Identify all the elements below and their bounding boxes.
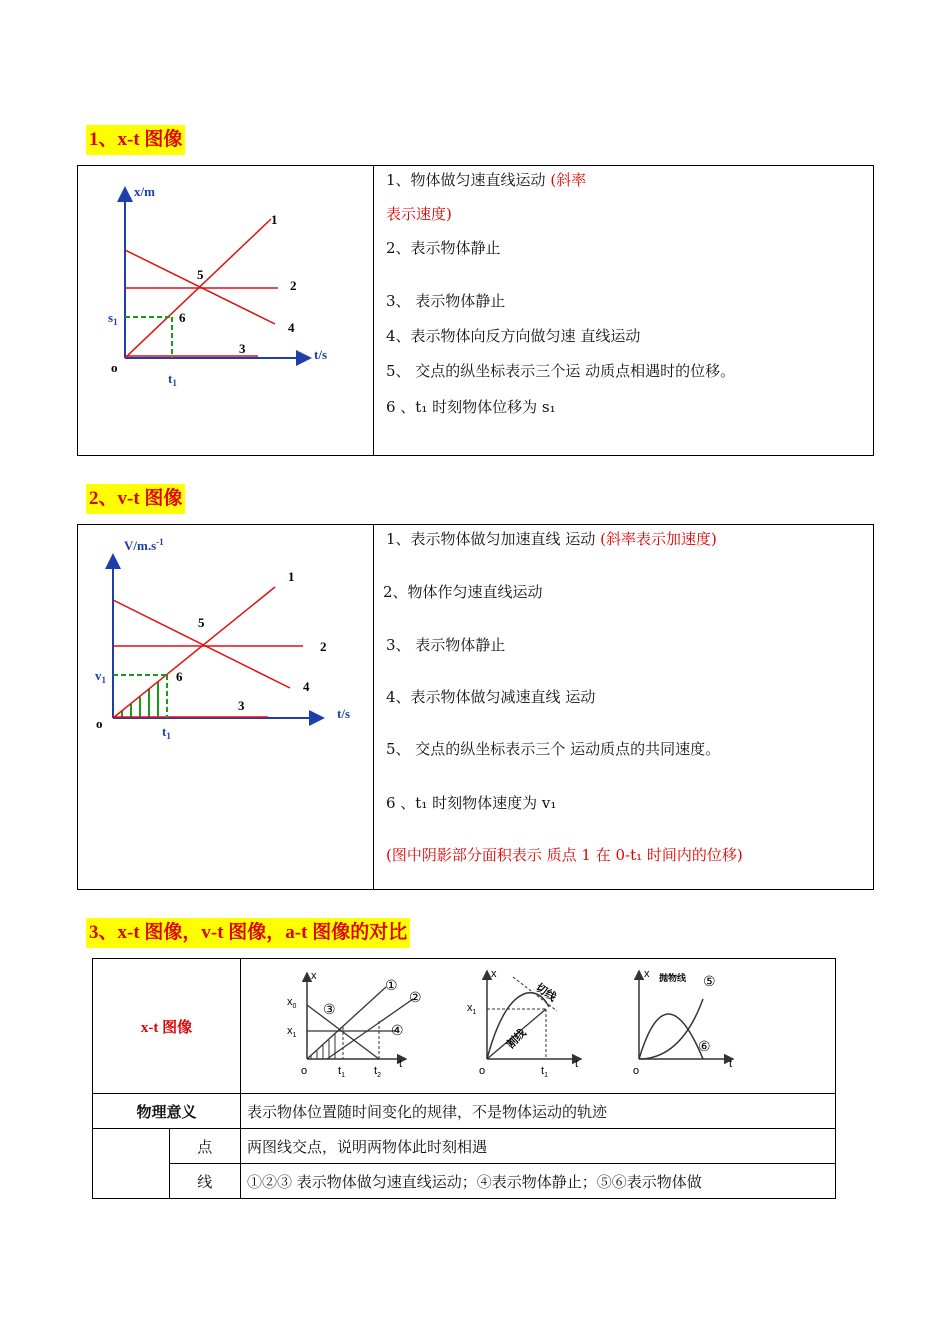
xt-figures xyxy=(241,959,835,1089)
origin-label: o xyxy=(96,716,103,731)
fig2-y-label: x xyxy=(491,968,497,980)
fig1-circle-3: ③ xyxy=(323,1002,336,1018)
y-axis-label: $V/m.s^{-1}$ xyxy=(124,537,164,553)
fig2-x1-label: $x_1$ xyxy=(467,1002,477,1016)
vt-note-6: 6 、t₁ 时刻物体速度为 v₁ xyxy=(386,794,557,812)
section1-heading: 1、x-t 图像 xyxy=(86,125,185,155)
xt-note-6: 6 、t₁ 时刻物体位移为 s₁ xyxy=(386,398,556,416)
origin-label: o xyxy=(111,360,118,375)
fig2-secant-label: 割线 xyxy=(503,1026,529,1052)
vt-note-4: 4、表示物体做匀减速直线 运动 xyxy=(386,688,596,706)
xt-note-5: 5、 交点的纵坐标表示三个运 动质点相遇时的位移。 xyxy=(386,362,736,380)
line-value-cell: ①②③ 表示物体做匀速直线运动；④表示物体静止；⑤⑥表示物体做 xyxy=(241,1164,836,1199)
fig1-t-label: t xyxy=(399,1058,403,1070)
meaning-label-cell: 物理意义 xyxy=(93,1094,241,1129)
fig1-x1-label: $x_1$ xyxy=(287,1025,297,1039)
fig1-origin: o xyxy=(301,1065,308,1077)
vt-note-5: 5、 交点的纵坐标表示三个 运动质点的共同速度。 xyxy=(386,740,721,758)
fig1-circle-1: ① xyxy=(385,978,398,994)
line-label-3: 3 xyxy=(239,341,246,356)
empty-label-cell xyxy=(93,1129,170,1199)
fig1-t1-label: $t_1$ xyxy=(338,1065,345,1079)
vt-note-2: 2、物体作匀速直线运动 xyxy=(383,583,543,601)
fig3-circle-5: ⑤ xyxy=(703,974,716,990)
xt-figures-cell xyxy=(241,959,836,1094)
xt-note-1-cont: 表示速度) xyxy=(386,205,452,223)
t1-label: $t_1$ xyxy=(168,371,177,388)
point-label-cell: 点 xyxy=(169,1129,240,1164)
vt-graph xyxy=(78,525,373,889)
fig1-t2-label: $t_2$ xyxy=(374,1065,381,1079)
line-label-6: 6 xyxy=(179,310,186,325)
fig3-parabola-label: 抛物线 xyxy=(659,974,687,984)
fig3-origin: o xyxy=(633,1065,640,1077)
xt-notes xyxy=(374,166,873,455)
line-label-1: 1 xyxy=(271,212,278,227)
vt-note-7: (图中阴影部分面积表示 质点 1 在 0-t₁ 时间内的位移) xyxy=(386,846,743,864)
xt-note-4: 4、表示物体向反方向做匀速 直线运动 xyxy=(386,327,641,345)
fig2-tangent-label: 切线 xyxy=(533,980,559,1005)
fig3 xyxy=(633,968,733,1077)
fig1-circle-2: ② xyxy=(409,990,422,1006)
xt-table xyxy=(77,165,874,456)
curve-6 xyxy=(639,999,703,1059)
line-label-5: 5 xyxy=(197,267,204,282)
point-value-cell: 两图线交点，说明两物体此时刻相遇 xyxy=(241,1129,836,1164)
line-label-6: 6 xyxy=(176,669,183,684)
fig1 xyxy=(287,970,422,1079)
xt-title-cell: x-t 图像 xyxy=(93,959,241,1094)
xt-note-1: 1、物体做匀速直线运动 (斜率 xyxy=(386,171,587,189)
vt-note-3: 3、 表示物体静止 xyxy=(386,636,506,654)
line-label-1: 1 xyxy=(288,569,295,584)
fig1-y-label: x xyxy=(311,970,317,982)
s1-label: $s_1$ xyxy=(108,310,118,327)
line-label-4: 4 xyxy=(288,320,295,335)
section3-heading: 3、x-t 图像，v-t 图像，a-t 图像的对比 xyxy=(86,918,410,948)
x-axis-label: t/s xyxy=(314,347,327,362)
line-label-3: 3 xyxy=(238,698,245,713)
line-label-4: 4 xyxy=(303,679,310,694)
comparison-table xyxy=(92,958,836,1199)
vt-table xyxy=(77,524,874,890)
xt-graph xyxy=(78,166,373,455)
vt-note-1: 1、表示物体做匀加速直线 运动 (斜率表示加速度) xyxy=(386,530,717,548)
fig2-t-label: t xyxy=(575,1058,579,1070)
fig1-x0-label: $x_0$ xyxy=(287,996,297,1010)
fig2 xyxy=(467,968,581,1079)
t1-label: $t_1$ xyxy=(162,724,171,741)
fig3-circle-6: ⑥ xyxy=(698,1039,711,1055)
vt-notes xyxy=(374,525,873,889)
fig3-t-label: t xyxy=(729,1058,733,1070)
v1-label: $v_1$ xyxy=(95,668,106,685)
y-axis-label: x/m xyxy=(134,184,155,199)
meaning-value-cell: 表示物体位置随时间变化的规律，不是物体运动的轨迹 xyxy=(241,1094,836,1129)
line-label-2: 2 xyxy=(320,639,327,654)
fig1-circle-4: ④ xyxy=(391,1023,404,1039)
xt-note-2: 2、表示物体静止 xyxy=(386,239,501,257)
line-label-cell: 线 xyxy=(169,1164,240,1199)
section2-heading: 2、v-t 图像 xyxy=(86,484,185,514)
line-1 xyxy=(113,587,275,718)
line-4 xyxy=(125,250,275,324)
x-axis-label: t/s xyxy=(337,706,350,721)
fig3-y-label: x xyxy=(644,968,650,980)
xt-note-3: 3、 表示物体静止 xyxy=(386,292,506,310)
line-label-2: 2 xyxy=(290,278,297,293)
line-label-5: 5 xyxy=(198,615,205,630)
fig2-t1-label: $t_1$ xyxy=(541,1065,548,1079)
fig2-origin: o xyxy=(479,1065,486,1077)
